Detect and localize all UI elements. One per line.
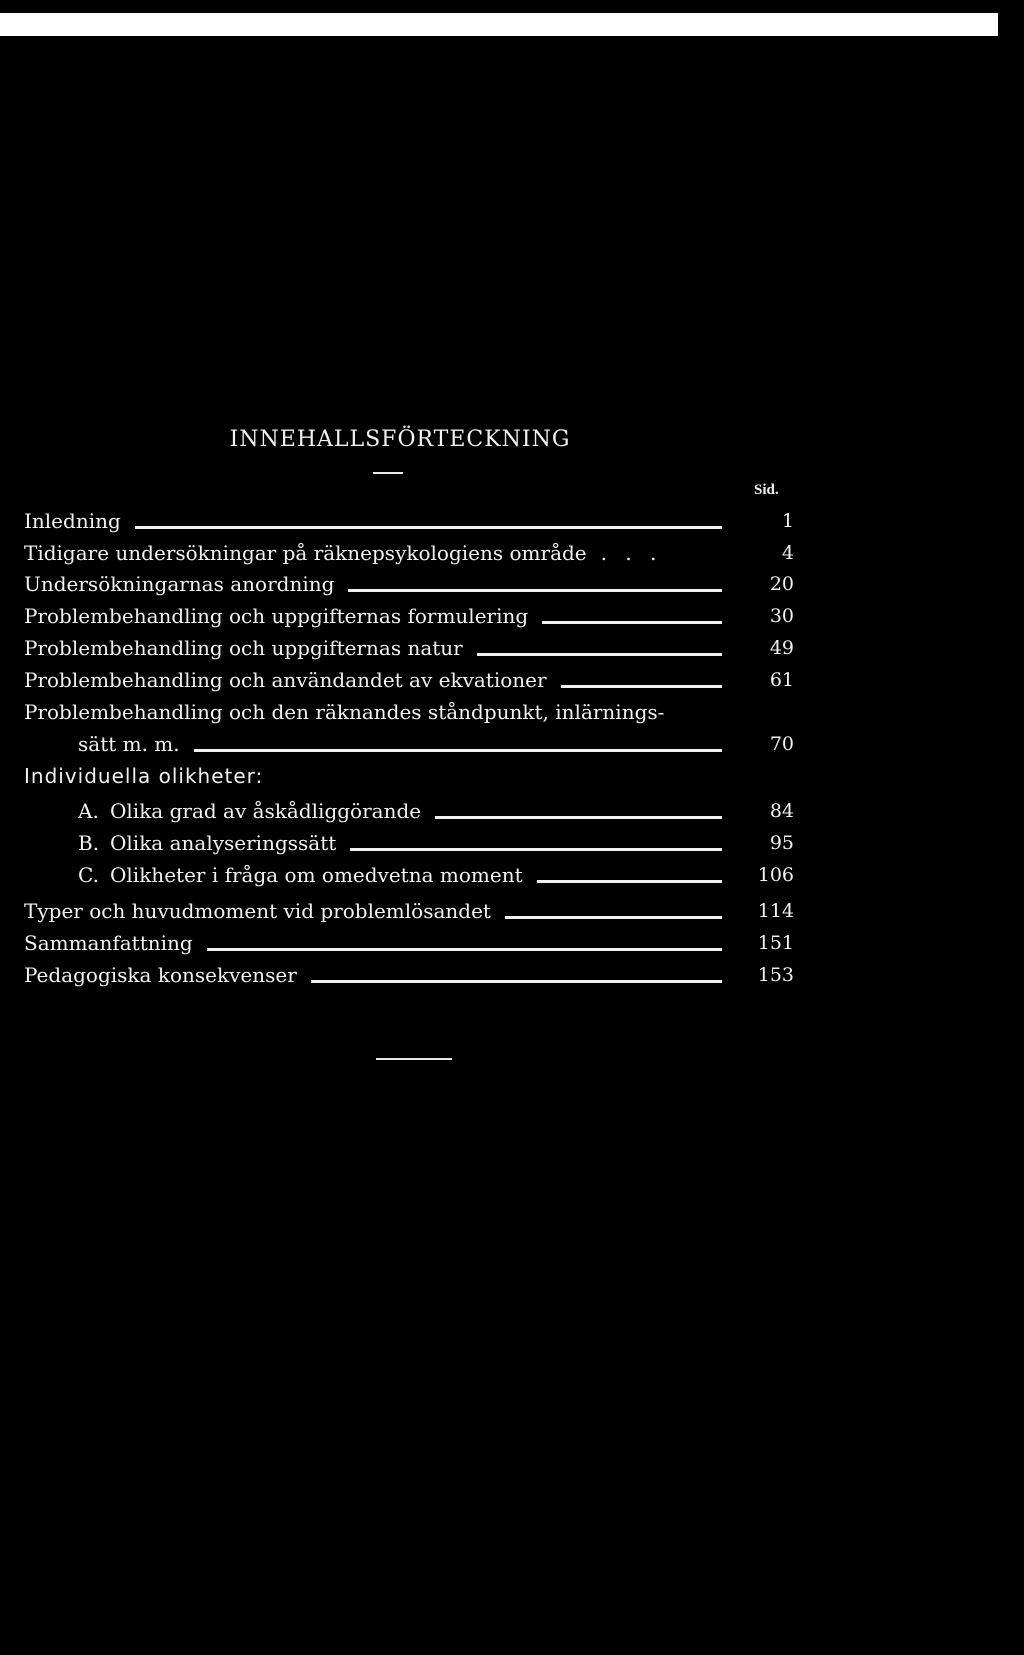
leader-line: [561, 685, 722, 688]
toc-entry-label: Typer och huvudmoment vid problemlösandet: [24, 899, 491, 923]
toc-entry-continuation: sätt m. m.: [78, 732, 180, 756]
toc-entry-page: 4: [781, 542, 794, 564]
toc-entry-label: Olikheter i fråga om omedvetna moment: [110, 863, 523, 887]
toc-entry-label: Olika grad av åskådliggörande: [110, 799, 422, 823]
toc-entry-page: 30: [769, 605, 794, 627]
leader-dots: . . .: [600, 541, 663, 565]
leader-line: [194, 749, 722, 752]
toc-entry-standpunkt: [78, 729, 794, 759]
toc-entry-label: Problembehandling och den räknandes ståndpunkt, inlärnings-: [24, 700, 665, 724]
section-heading: Individuella olikheter:: [24, 764, 264, 788]
toc-entry-page: 84: [769, 800, 794, 822]
toc-entry-page: 114: [757, 900, 794, 922]
toc-subentry-b: [78, 828, 794, 858]
toc-entry-label: Problembehandling och uppgifternas formulering: [24, 604, 529, 628]
toc-entry-label: Inledning: [24, 509, 121, 533]
leader-line: [135, 526, 722, 529]
toc-entry-formulering: [24, 601, 794, 631]
subentry-letter: A.: [78, 799, 99, 823]
toc-entry-label: Olika analyseringssätt: [110, 831, 337, 855]
toc-entry-label: Tidigare undersökningar på räknepsykologiens område: [24, 541, 587, 565]
toc-entry-standpunkt-line1: [24, 697, 794, 727]
toc-entry-page: 20: [769, 573, 794, 595]
toc-entry-page: 70: [769, 733, 794, 755]
toc-subentry-c: [78, 860, 794, 890]
toc-entry-label: Sammanfattning: [24, 931, 193, 955]
leader-line: [311, 980, 722, 983]
leader-line: [435, 816, 722, 819]
leader-line: [477, 653, 722, 656]
subentry-letter: B.: [78, 831, 100, 855]
toc-subentry-a: [78, 796, 794, 826]
title-divider: [373, 472, 403, 474]
toc-entry-anordning: [24, 569, 794, 599]
leader-line: [542, 621, 722, 624]
toc-entry-sammanfattning: [24, 928, 794, 958]
top-white-strip: [0, 13, 998, 36]
toc-entry-page: 1: [781, 510, 794, 532]
toc-entry-label: Pedagogiska konsekvenser: [24, 963, 297, 987]
toc-entry-ekvationer: [24, 665, 794, 695]
toc-entry-label: Problembehandling och användandet av ekvationer: [24, 668, 547, 692]
page-title: INNEHALLSFÖRTECKNING: [229, 427, 571, 452]
toc-entry-page: 106: [757, 864, 794, 886]
toc-entry-page: 61: [769, 669, 794, 691]
toc-entry-inledning: [24, 506, 794, 536]
toc-entry-pedagogiska: [24, 960, 794, 990]
leader-line: [348, 589, 722, 592]
toc-entry-page: 153: [757, 964, 794, 986]
toc-entry-typer: [24, 896, 794, 926]
leader-line: [350, 848, 722, 851]
toc-entry-label: Undersökningarnas anordning: [24, 572, 335, 596]
page-column-header: Sid.: [754, 482, 779, 498]
toc-entry-natur: [24, 633, 794, 663]
toc-entry-label: Problembehandling och uppgifternas natur: [24, 636, 463, 660]
toc-entry-page: 49: [769, 637, 794, 659]
subentry-letter: C.: [78, 863, 99, 887]
leader-line: [505, 916, 722, 919]
leader-line: [537, 880, 722, 883]
leader-line: [207, 948, 722, 951]
toc-entry-tidigare: [24, 538, 794, 568]
bottom-divider: [376, 1058, 452, 1060]
toc-entry-page: 151: [757, 932, 794, 954]
toc-entry-page: 95: [769, 832, 794, 854]
